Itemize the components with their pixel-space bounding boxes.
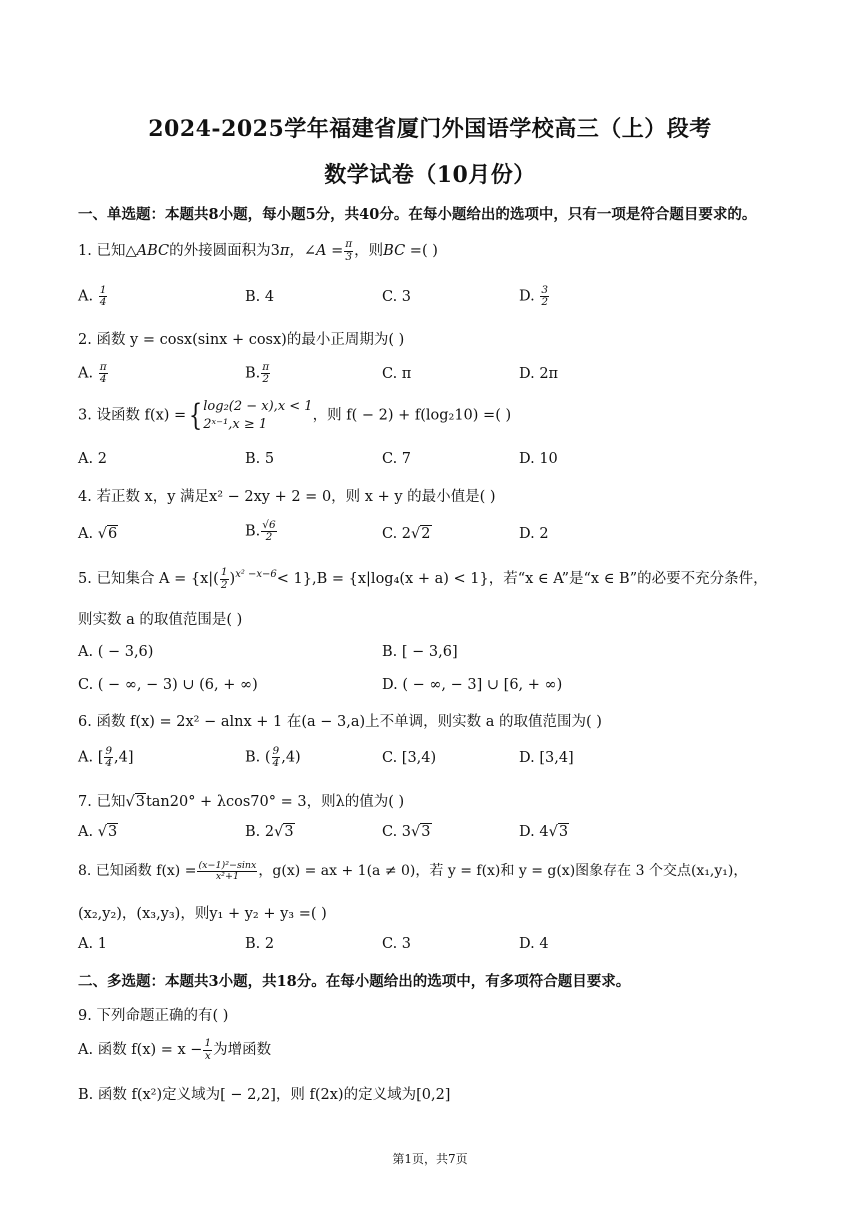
q1-text-b: ABC xyxy=(136,243,170,259)
question-9: 9. 下列命题正确的有( ) xyxy=(78,1008,229,1024)
q5-option-c: C. ( − ∞, − 3) ∪ (6, + ∞) xyxy=(78,677,258,693)
q4-c-label: C. 2 xyxy=(382,526,412,542)
q9-option-b: B. 函数 f(x²)定义域为[ − 2,2]，则 f(2x)的定义域为[0,2] xyxy=(78,1087,451,1103)
q2-a-num: π xyxy=(99,361,107,373)
q2-option-d: D. 2π xyxy=(519,366,559,382)
q8-text-a: 8. 已知函数 f(x) = xyxy=(78,863,197,879)
q8-fraction xyxy=(197,861,257,882)
q1-text-f: BC xyxy=(383,243,406,259)
q1-fraction xyxy=(344,239,353,262)
q2-option-a xyxy=(78,362,109,385)
q1-frac-den: 3 xyxy=(345,250,353,263)
q6-b-num: 9 xyxy=(272,745,280,757)
q1-text-a: 1. 已知△ xyxy=(78,243,137,259)
q4-b-den: 2 xyxy=(265,531,273,544)
q3-brace: { xyxy=(189,397,203,433)
q3-text-a: 3. 设函数 f(x) = xyxy=(78,407,187,424)
q6-b-den: 4 xyxy=(272,757,280,770)
q5-exponent: x² −x−6 xyxy=(235,569,277,581)
q6-a-text-b: ,4] xyxy=(114,749,134,766)
page-footer: 第1页，共7页 xyxy=(392,1152,468,1166)
q7-d-label: D. 4 xyxy=(519,824,549,840)
q2-b-fraction xyxy=(261,362,270,385)
q8-text-b: ，g(x) = ax + 1(a ≠ 0)，若 y = f(x)和 y = g(x)图象存在 3 个交点(x₁,y₁)， xyxy=(258,863,748,879)
q6-a-num: 9 xyxy=(105,745,113,757)
q6-option-a xyxy=(78,746,134,769)
q7-option-a: A. √3 xyxy=(78,824,118,840)
question-3 xyxy=(78,398,511,433)
q8-frac-num: (x−1)²−sinx xyxy=(198,859,257,871)
q4-c-root: 2 xyxy=(421,526,431,542)
q7-text-b: tan20° + λcos70° = 3，则λ的值为( ) xyxy=(145,794,405,810)
q1-a-num: 1 xyxy=(99,284,107,296)
q6-a-den: 4 xyxy=(105,757,113,770)
section-single-choice-heading: 一、单选题：本题共8小题，每小题5分，共40分。在每小题给出的选项中，只有一项是符合题目要求的。 xyxy=(78,206,757,223)
q6-option-c: C. [3,4) xyxy=(382,750,437,766)
section-multiple-choice-heading: 二、多选题：本题共3小题，共18分。在每小题给出的选项中，有多项符合题目要求。 xyxy=(78,973,631,990)
question-6: 6. 函数 f(x) = 2x² − alnx + 1 在(a − 3,a)上不单调，则实数 a 的取值范围为( ) xyxy=(78,714,602,730)
q7-option-d: D. 4√3 xyxy=(519,824,569,840)
q4-b-label: B. xyxy=(245,523,261,540)
q5-frac-den: 2 xyxy=(220,578,228,591)
q2-a-den: 4 xyxy=(99,373,107,386)
q9-option-a xyxy=(78,1038,271,1062)
question-5 xyxy=(78,567,768,591)
q1-text-e: ，则 xyxy=(354,243,384,259)
q2-option-b xyxy=(245,362,271,385)
q7-text-a: 7. 已知 xyxy=(78,794,126,810)
q7-c-root: 3 xyxy=(421,824,431,840)
q1-frac-num: π xyxy=(345,238,353,251)
q4-option-c: C. 2√2 xyxy=(382,526,431,542)
q5-frac-num: 1 xyxy=(220,566,228,579)
question-8 xyxy=(78,860,747,881)
q7-a-label: A. xyxy=(78,824,94,840)
q3-option-a: A. 2 xyxy=(78,451,107,467)
q5-option-b: B. [ − 3,6] xyxy=(382,644,458,660)
q2-option-c: C. π xyxy=(382,366,412,382)
q1-option-b: B. 4 xyxy=(245,289,275,305)
q2-b-den: 2 xyxy=(262,373,270,386)
q8-option-b: B. 2 xyxy=(245,936,275,952)
q6-option-d: D. [3,4] xyxy=(519,750,574,766)
q4-option-b xyxy=(245,520,278,543)
question-7: 7. 已知√3tan20° + λcos70° = 3，则λ的值为( ) xyxy=(78,794,405,810)
q3-option-c: C. 7 xyxy=(382,451,412,467)
q2-b-label: B. xyxy=(245,365,261,382)
q4-b-fraction xyxy=(261,520,276,543)
q5-fraction xyxy=(220,567,229,590)
q5-text-b: ) xyxy=(229,571,236,587)
q2-a-fraction xyxy=(99,362,108,385)
q9-a-num: 1 xyxy=(204,1037,212,1050)
q1-text-d: π，∠A = xyxy=(279,243,344,259)
question-8-line-2: (x₂,y₂)，(x₃,y₃)，则y₁ + y₂ + y₃ =( ) xyxy=(78,906,327,922)
q9-a-text-a: A. 函数 f(x) = x − xyxy=(78,1042,203,1058)
question-1 xyxy=(78,239,438,263)
q1-text-g: =( ) xyxy=(405,243,438,259)
q1-option-d xyxy=(519,285,550,308)
q7-b-root: 3 xyxy=(284,824,294,840)
q5-text-a: 5. 已知集合 A = {x|( xyxy=(78,571,219,587)
q2-a-label: A. xyxy=(78,365,94,382)
q6-a-fraction xyxy=(104,746,113,769)
q7-d-root: 3 xyxy=(558,824,569,840)
q1-option-a xyxy=(78,285,108,308)
question-4: 4. 若正数 x，y 满足x² − 2xy + 2 = 0，则 x + y 的最小值是( ) xyxy=(78,489,496,505)
q3-case-2: 2ˣ⁻¹,x ≥ 1 xyxy=(203,416,268,432)
q9-a-den: x xyxy=(204,1049,211,1062)
q3-option-d: D. 10 xyxy=(519,451,558,467)
q1-text-c: 的外接圆面积为3 xyxy=(169,243,280,259)
q6-b-text-a: B. ( xyxy=(245,749,271,766)
question-2: 2. 函数 y = cosx(sinx + cosx)的最小正周期为( ) xyxy=(78,332,405,348)
q1-d-num: 3 xyxy=(541,284,549,296)
q1-d-den: 2 xyxy=(541,296,549,309)
q1-option-c: C. 3 xyxy=(382,289,412,305)
q7-b-label: B. 2 xyxy=(245,824,275,840)
q7-option-c: C. 3√3 xyxy=(382,824,431,840)
q3-case-1: log₂(2 − x),x < 1 xyxy=(203,399,313,414)
q6-option-b xyxy=(245,746,301,769)
q9-a-fraction xyxy=(203,1038,212,1061)
q3-text-b: ，则 f( − 2) + f(log₂10) =( ) xyxy=(312,407,512,424)
q5-option-d: D. ( − ∞, − 3] ∪ [6, + ∞) xyxy=(382,677,563,693)
q7-option-b: B. 2√3 xyxy=(245,824,294,840)
q1-a-label: A. xyxy=(78,288,94,305)
q7-a-root: 3 xyxy=(107,824,118,840)
q4-option-d: D. 2 xyxy=(519,526,549,542)
q4-option-a: A. √6 xyxy=(78,526,118,542)
exam-title: 2024-2025学年福建省厦门外国语学校高三（上）段考 xyxy=(148,116,712,142)
q1-a-fraction xyxy=(99,285,108,308)
q7-root: 3 xyxy=(135,794,145,810)
q4-b-num: √6 xyxy=(262,519,276,531)
q2-b-num: π xyxy=(262,361,270,373)
exam-subtitle: 数学试卷（10月份） xyxy=(324,162,536,188)
q5-option-a: A. ( − 3,6) xyxy=(78,644,154,660)
q4-a-root: 6 xyxy=(107,526,118,542)
q3-cases xyxy=(203,398,312,433)
q6-b-text-b: ,4) xyxy=(281,749,301,766)
q6-b-fraction xyxy=(272,746,281,769)
q1-d-fraction xyxy=(540,285,549,308)
q1-a-den: 4 xyxy=(99,296,107,309)
q8-option-d: D. 4 xyxy=(519,936,549,952)
q9-a-text-b: 为增函数 xyxy=(213,1042,272,1058)
q7-c-label: C. 3 xyxy=(382,824,412,840)
q5-text-c: < 1},B = {x|log₄(x + a) < 1}，若“x ∈ A”是“x ∈ B”的必要不充分条件， xyxy=(276,571,768,587)
q8-frac-den: x²+1 xyxy=(215,870,239,882)
question-5-line-2: 则实数 a 的取值范围是( ) xyxy=(78,612,243,628)
q3-option-b: B. 5 xyxy=(245,451,275,467)
q8-option-a: A. 1 xyxy=(78,936,107,952)
q6-a-text-a: A. [ xyxy=(78,749,104,766)
q1-d-label: D. xyxy=(519,288,535,305)
q8-option-c: C. 3 xyxy=(382,936,412,952)
q4-a-label: A. xyxy=(78,526,94,542)
